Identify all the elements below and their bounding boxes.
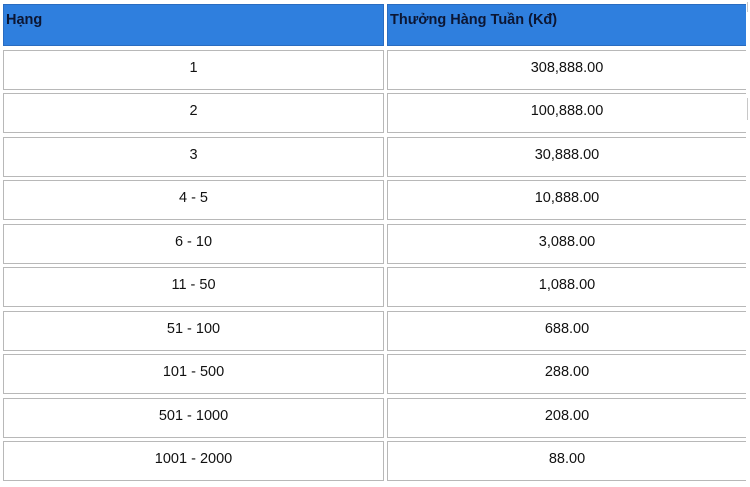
weekly-reward-table bbox=[3, 4, 749, 485]
rank-cell: 2 bbox=[3, 93, 384, 133]
header-weekly-reward: Thưởng Hàng Tuần (Kđ) bbox=[387, 4, 746, 46]
reward-cell: 688.00 bbox=[387, 311, 746, 351]
header-rank: Hạng bbox=[3, 4, 384, 46]
rank-cell: 501 - 1000 bbox=[3, 398, 384, 438]
table-row bbox=[3, 267, 749, 307]
table-row bbox=[3, 354, 749, 394]
reward-cell: 208.00 bbox=[387, 398, 746, 438]
rank-cell: 51 - 100 bbox=[3, 311, 384, 351]
table-row bbox=[3, 137, 749, 177]
table-row bbox=[3, 180, 749, 220]
rank-cell: 1001 - 2000 bbox=[3, 441, 384, 481]
table-row bbox=[3, 224, 749, 264]
reward-cell: 3,088.00 bbox=[387, 224, 746, 264]
reward-cell: 1,088.00 bbox=[387, 267, 746, 307]
rank-cell: 6 - 10 bbox=[3, 224, 384, 264]
table-row bbox=[3, 50, 749, 90]
table-row bbox=[3, 398, 749, 438]
rank-cell: 11 - 50 bbox=[3, 267, 384, 307]
reward-cell: 288.00 bbox=[387, 354, 746, 394]
table-row bbox=[3, 441, 749, 481]
rank-cell: 3 bbox=[3, 137, 384, 177]
reward-cell: 88.00 bbox=[387, 441, 746, 481]
table-row bbox=[3, 311, 749, 351]
rank-cell: 1 bbox=[3, 50, 384, 90]
reward-cell: 100,888.00 bbox=[387, 93, 746, 133]
reward-cell: 30,888.00 bbox=[387, 137, 746, 177]
reward-cell: 10,888.00 bbox=[387, 180, 746, 220]
table-header-row bbox=[3, 4, 749, 46]
table-row bbox=[3, 93, 749, 133]
rank-cell: 4 - 5 bbox=[3, 180, 384, 220]
rank-cell: 101 - 500 bbox=[3, 354, 384, 394]
reward-cell: 308,888.00 bbox=[387, 50, 746, 90]
